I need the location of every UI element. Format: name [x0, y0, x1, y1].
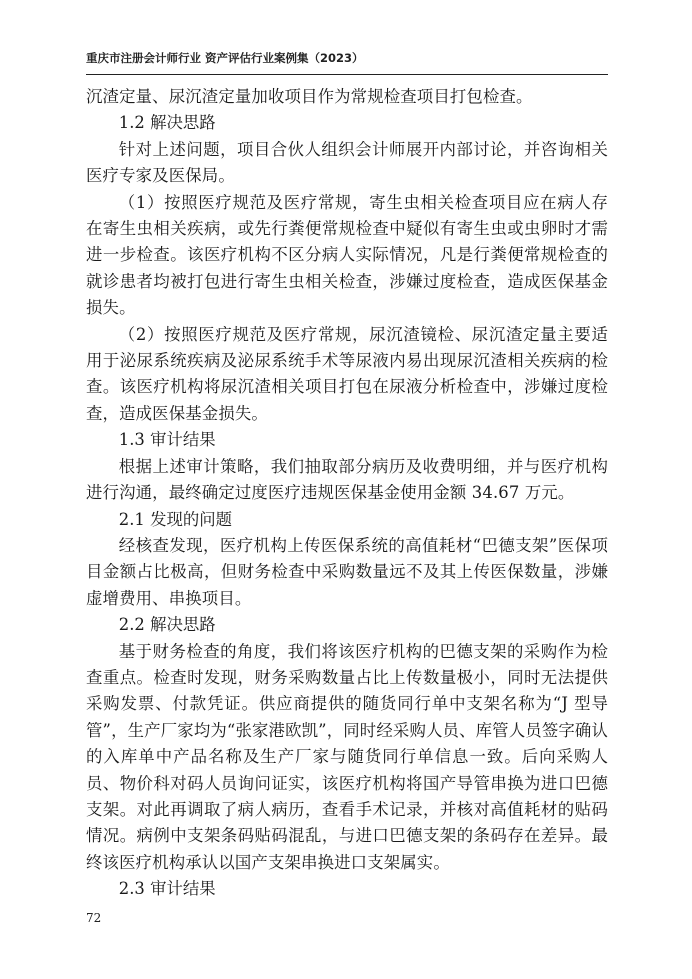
paragraph-item-2: （2）按照医疗规范及医疗常规，尿沉渣镜检、尿沉渣定量主要适用于泌尿系统疾病及泌尿系统手术等尿液内易出现尿沉渣相关疾病的检查。该医疗机构将尿沉渣相关项目打包在尿液分析检查中，涉嫌过度检查，造成医保基金损失。 — [86, 324, 608, 423]
page-body — [86, 84, 608, 903]
running-header: 重庆市注册会计师行业 资产评估行业案例集（2023） — [86, 51, 364, 65]
paragraph: 根据上述审计策略，我们抽取部分病历及收费明细，并与医疗机构进行沟通，最终确定过度医疗违规医保基金使用金额 34.67 万元。 — [86, 456, 608, 503]
paragraph: 针对上述问题，项目合伙人组织会计师展开内部讨论，并咨询相关医疗专家及医保局。 — [86, 139, 608, 186]
section-heading-2-2: 2.2 解决思路 — [118, 615, 216, 635]
section-heading-1-3: 1.3 审计结果 — [118, 430, 216, 450]
section-heading-2-1: 2.1 发现的问题 — [118, 509, 233, 529]
header-rule — [86, 74, 608, 75]
paragraph: 经核查发现，医疗机构上传医保系统的高值耗材“巴德支架”医保项目金额占比极高，但财务检查中采购数量远不及其上传医保数量，涉嫌虚增费用、串换项目。 — [86, 535, 608, 608]
section-heading-2-3: 2.3 审计结果 — [118, 879, 216, 899]
section-heading-1-2: 1.2 解决思路 — [118, 113, 216, 133]
paragraph-item-1: （1）按照医疗规范及医疗常规，寄生虫相关检查项目应在病人存在寄生虫相关疾病，或先行粪便常规检查中疑似有寄生虫或虫卵时才需进一步检查。该医疗机构不区分病人实际情况，凡是行粪便常规检查的就诊患者均被打包进行寄生虫相关检查，涉嫌过度检查，造成医保基金损失。 — [86, 192, 608, 318]
paragraph-continued: 沉渣定量、尿沉渣定量加收项目作为常规检查项目打包检查。 — [86, 87, 533, 106]
paragraph: 基于财务检查的角度，我们将该医疗机构的巴德支架的采购作为检查重点。检查时发现，财务采购数量占比上传数量极小，同时无法提供采购发票、付款凭证。供应商提供的随货同行单中支架名称为“J 型导管”，生产厂家均为“张家港欧凯”，同时经采购人员、库管人员签字确认的入库单中产品名称及生产厂家与随货同行单信息一致。后向采购人员、物价科对码人员询问证实，该医疗机构将国产导管串换为进口巴德支架。对此再调取了病人病历，查看手术记录，并核对高值耗材的贴码情况。病例中支架条码贴码混乱，与进口巴德支架的条码存在差异。最终该医疗机构承认以国产支架串换进口支架属实。 — [86, 641, 608, 872]
page-number: 72 — [86, 911, 102, 925]
